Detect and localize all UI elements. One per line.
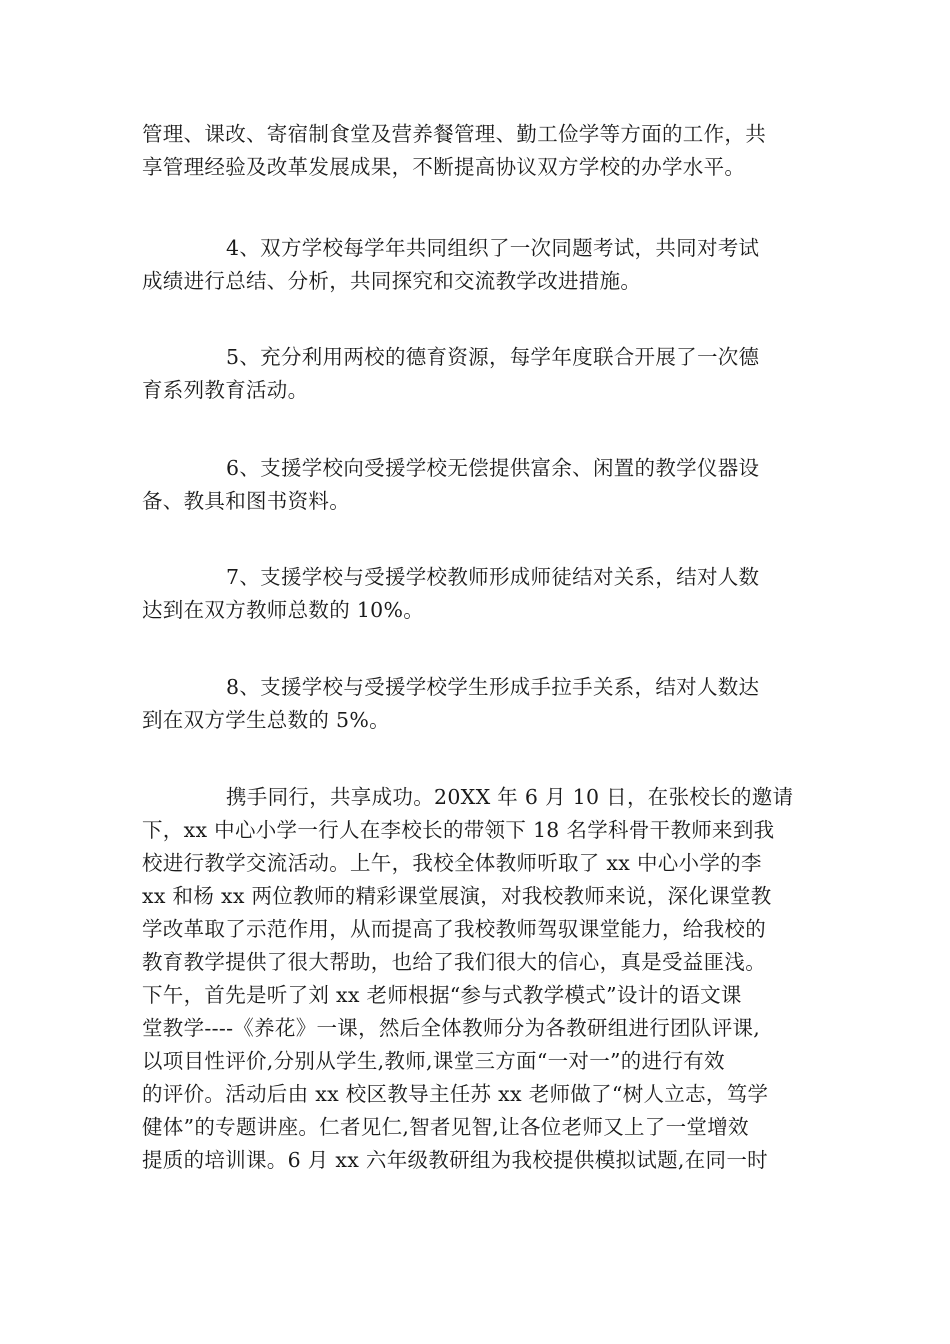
text-line: 7、支援学校与受援学校教师形成师徒结对关系，结对人数 [226, 565, 760, 589]
text-line: 携手同行，共享成功。20XX 年 6 月 10 日，在张校长的邀请 [226, 785, 794, 809]
paragraph-item-5 [142, 341, 814, 407]
text-line: 育系列教育活动。 [142, 378, 309, 402]
text-line: 校进行教学交流活动。上午，我校全体教师听取了 xx 中心小学的李 [142, 851, 762, 875]
text-line: 成绩进行总结、分析，共同探究和交流教学改进措施。 [142, 269, 642, 293]
text-line: 6、支援学校向受援学校无偿提供富余、闲置的教学仪器设 [226, 456, 760, 480]
paragraph-1 [142, 118, 814, 184]
text-line: 教育教学提供了很大帮助，也给了我们很大的信心，真是受益匪浅。 [142, 950, 766, 974]
text-line: 下午，首先是听了刘 xx 老师根据“参与式教学模式”设计的语文课 [142, 983, 742, 1007]
text-line: 管理、课改、寄宿制食堂及营养餐管理、勤工俭学等方面的工作，共 [142, 122, 766, 146]
text-line: 健体”的专题讲座。仁者见仁,智者见智,让各位老师又上了一堂增效 [142, 1115, 749, 1139]
text-line: 的评价。活动后由 xx 校区教导主任苏 xx 老师做了“树人立志，笃学 [142, 1082, 769, 1106]
text-line: 享管理经验及改革发展成果，不断提高协议双方学校的办学水平。 [142, 155, 746, 179]
text-line: 学改革取了示范作用，从而提高了我校教师驾驭课堂能力，给我校的 [142, 917, 766, 941]
paragraph-summary [142, 781, 814, 1177]
text-line: 8、支援学校与受援学校学生形成手拉手关系，结对人数达 [226, 675, 760, 699]
text-line: xx 和杨 xx 两位教师的精彩课堂展演，对我校教师来说，深化课堂教 [142, 884, 772, 908]
text-line: 备、教具和图书资料。 [142, 489, 350, 513]
text-line: 提质的培训课。6 月 xx 六年级教研组为我校提供模拟试题,在同一时 [142, 1148, 768, 1172]
text-line: 达到在双方教师总数的 10%。 [142, 598, 425, 622]
text-line: 到在双方学生总数的 5%。 [142, 708, 390, 732]
paragraph-item-4 [142, 232, 814, 298]
paragraph-item-8 [142, 671, 814, 737]
paragraph-item-7 [142, 561, 814, 627]
text-line: 4、双方学校每学年共同组织了一次同题考试，共同对考试 [226, 236, 760, 260]
text-line: 堂教学----《养花》一课，然后全体教师分为各教研组进行团队评课, [142, 1016, 761, 1040]
paragraph-item-6 [142, 452, 814, 518]
text-line: 下，xx 中心小学一行人在李校长的带领下 18 名学科骨干教师来到我 [142, 818, 775, 842]
text-line: 以项目性评价,分别从学生,教师,课堂三方面“一对一”的进行有效 [142, 1049, 725, 1073]
text-line: 5、充分利用两校的德育资源，每学年度联合开展了一次德 [226, 345, 760, 369]
